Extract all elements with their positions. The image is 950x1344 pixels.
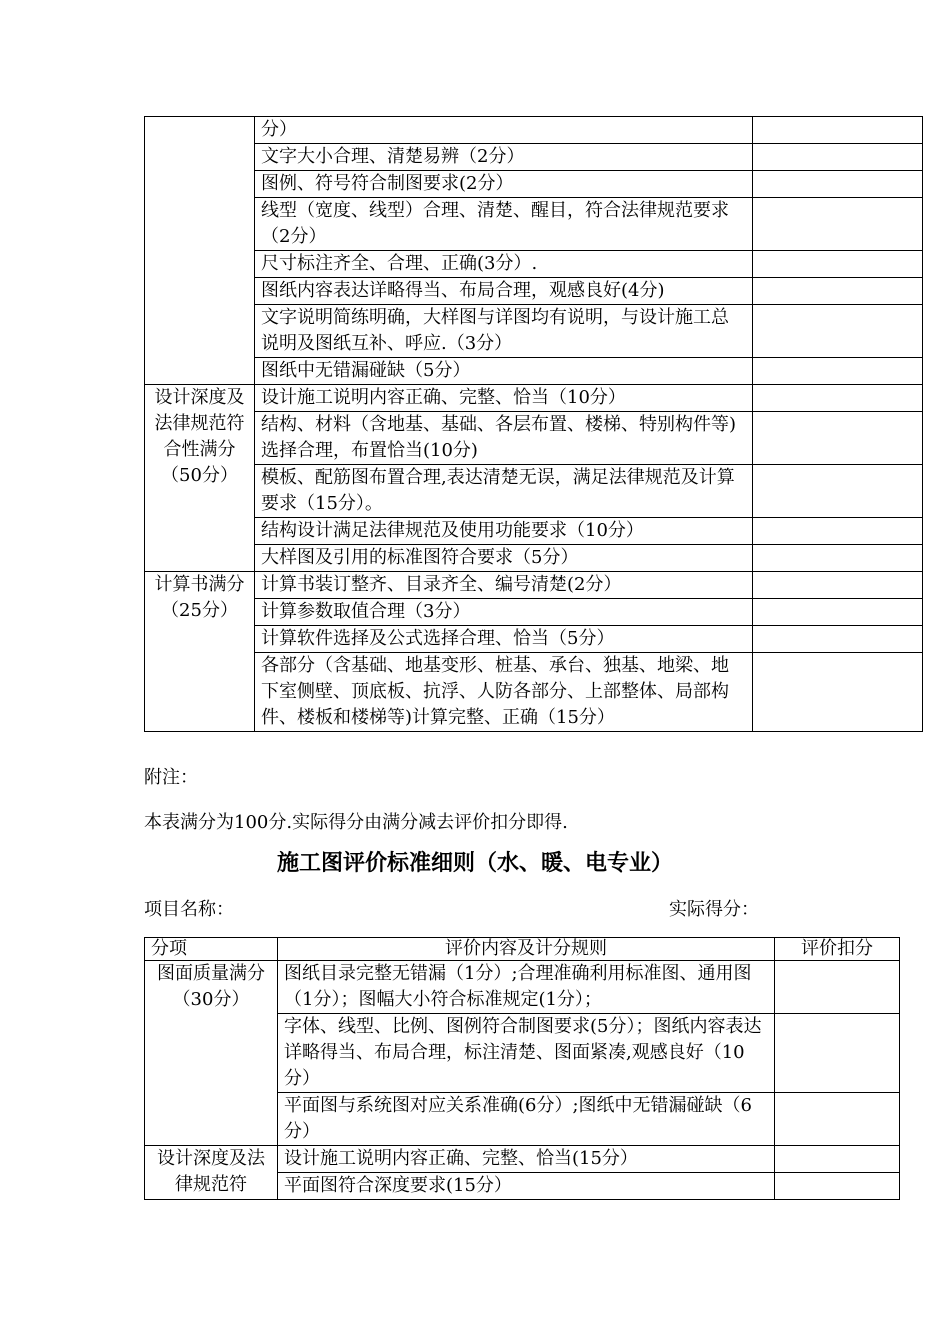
header-content: 评价内容及计分规则: [278, 938, 775, 961]
evaluation-table-mep: [144, 937, 900, 1200]
deduction-cell[interactable]: [775, 1146, 900, 1173]
criteria-cell: 图纸中无错漏碰缺（5分）: [255, 358, 753, 385]
deduction-cell[interactable]: [753, 171, 923, 198]
criteria-cell: 线型（宽度、线型）合理、清楚、醒目，符合法律规范要求（2分）: [255, 198, 753, 251]
criteria-cell: 计算软件选择及公式选择合理、恰当（5分）: [255, 626, 753, 653]
table-row: [145, 599, 923, 626]
deduction-cell[interactable]: [753, 198, 923, 251]
deduction-cell[interactable]: [753, 465, 923, 518]
note-label: 附注：: [144, 767, 198, 788]
header-deduction: 评价扣分: [775, 938, 900, 961]
header-category: 分项: [145, 938, 278, 961]
table-row: [145, 117, 923, 144]
deduction-cell[interactable]: [775, 1093, 900, 1146]
section-title: 施工图评价标准细则（水、暖、电专业）: [276, 850, 673, 876]
criteria-cell: 大样图及引用的标准图符合要求（5分）: [255, 545, 753, 572]
criteria-cell: 文字大小合理、清楚易辨（2分）: [255, 144, 753, 171]
deduction-cell[interactable]: [775, 1014, 900, 1093]
criteria-cell: 设计施工说明内容正确、完整、恰当（10分）: [255, 385, 753, 412]
table-row: [145, 305, 923, 358]
deduction-cell[interactable]: [753, 518, 923, 545]
criteria-cell: 平面图符合深度要求(15分）: [278, 1173, 775, 1200]
deduction-cell[interactable]: [775, 961, 900, 1014]
criteria-cell: 计算书装订整齐、目录齐全、编号清楚(2分）: [255, 572, 753, 599]
deduction-cell[interactable]: [753, 117, 923, 144]
deduction-cell[interactable]: [753, 626, 923, 653]
table-row: [145, 358, 923, 385]
deduction-cell[interactable]: [753, 545, 923, 572]
category-cell: 图面质量满分（30分）: [145, 961, 278, 1146]
category-cell: 计算书满分（25分）: [145, 572, 255, 732]
criteria-cell: 各部分（含基础、地基变形、桩基、承台、独基、地梁、地下室侧壁、顶底板、抗浮、人防各部分、上部整体、局部构件、楼板和楼梯等)计算完整、正确（15分）: [255, 653, 753, 732]
deduction-cell[interactable]: [753, 144, 923, 171]
criteria-cell: 图例、符号符合制图要求(2分）: [255, 171, 753, 198]
criteria-cell: 图纸目录完整无错漏（1分）;合理准确利用标准图、通用图（1分）；图幅大小符合标准规定(1分）；: [278, 961, 775, 1014]
note-text: 本表满分为100分.实际得分由满分减去评价扣分即得.: [144, 812, 568, 833]
table-row: [145, 465, 923, 518]
deduction-cell[interactable]: [775, 1173, 900, 1200]
table-row: [145, 545, 923, 572]
deduction-cell[interactable]: [753, 305, 923, 358]
deduction-cell[interactable]: [753, 385, 923, 412]
table-row: [145, 653, 923, 732]
criteria-cell: 计算参数取值合理（3分）: [255, 599, 753, 626]
category-cell: [145, 117, 255, 385]
criteria-cell: 尺寸标注齐全、合理、正确(3分）.: [255, 251, 753, 278]
table-row: [145, 572, 923, 599]
criteria-cell: 结构、材料（含地基、基础、各层布置、楼梯、特别构件等)选择合理，布置恰当(10分): [255, 412, 753, 465]
table-row: [145, 626, 923, 653]
category-cell: 设计深度及法律规范符合性满分（50分）: [145, 385, 255, 572]
table-row: [145, 385, 923, 412]
criteria-cell: 设计施工说明内容正确、完整、恰当(15分）: [278, 1146, 775, 1173]
project-name-label: 项目名称：: [144, 899, 234, 920]
table-row: [145, 278, 923, 305]
evaluation-table-structure: [144, 116, 923, 732]
deduction-cell[interactable]: [753, 358, 923, 385]
table-row: [145, 961, 900, 1014]
deduction-cell[interactable]: [753, 653, 923, 732]
criteria-cell: 模板、配筋图布置合理,表达清楚无误，满足法律规范及计算要求（15分）。: [255, 465, 753, 518]
criteria-cell: 平面图与系统图对应关系准确(6分）;图纸中无错漏碰缺（6分）: [278, 1093, 775, 1146]
criteria-cell: 字体、线型、比例、图例符合制图要求(5分）；图纸内容表达详略得当、布局合理，标注清楚、图面紧凑,观感良好（10分）: [278, 1014, 775, 1093]
table-row: [145, 198, 923, 251]
table-row: [145, 171, 923, 198]
table-row: [145, 412, 923, 465]
table-row: [145, 251, 923, 278]
table-header-row: [145, 938, 900, 961]
criteria-cell: 文字说明简练明确，大样图与详图均有说明，与设计施工总说明及图纸互补、呼应.（3分）: [255, 305, 753, 358]
table-row: [145, 144, 923, 171]
table-row: [145, 518, 923, 545]
deduction-cell[interactable]: [753, 599, 923, 626]
category-cell: 设计深度及法律规范符: [145, 1146, 278, 1200]
deduction-cell[interactable]: [753, 572, 923, 599]
table-row: [145, 1146, 900, 1173]
deduction-cell[interactable]: [753, 278, 923, 305]
actual-score-label: 实际得分：: [669, 899, 759, 920]
deduction-cell[interactable]: [753, 251, 923, 278]
criteria-cell: 图纸内容表达详略得当、布局合理，观感良好(4分): [255, 278, 753, 305]
criteria-cell: 结构设计满足法律规范及使用功能要求（10分）: [255, 518, 753, 545]
deduction-cell[interactable]: [753, 412, 923, 465]
criteria-cell: 分）: [255, 117, 753, 144]
